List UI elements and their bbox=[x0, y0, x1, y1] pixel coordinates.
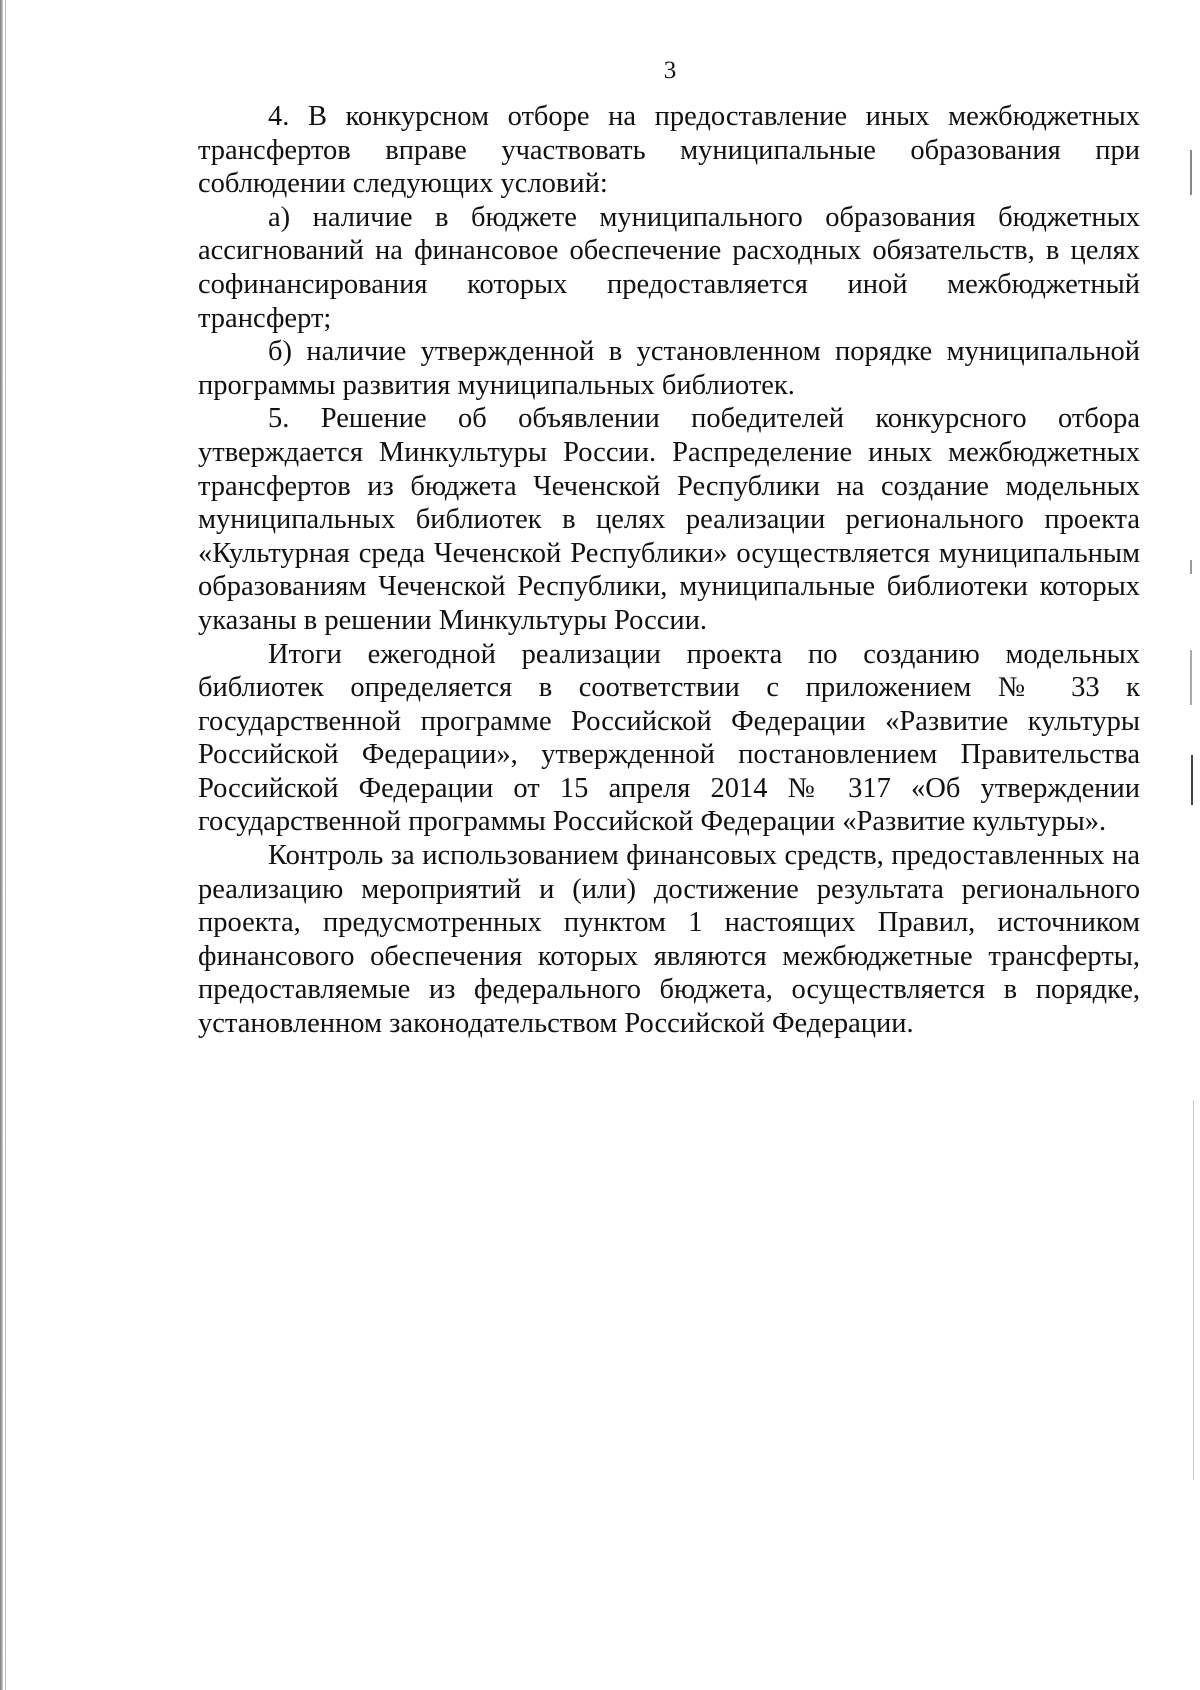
document-body bbox=[198, 100, 1140, 1041]
scan-edge-line bbox=[5, 0, 6, 1690]
scan-mark bbox=[1190, 150, 1192, 195]
paragraph-4-intro: 4. В конкурсном отборе на предоставление иных межбюджетных трансфертов вправе участвовать муниципальные образования при соблюдении следующих условий: bbox=[198, 101, 1140, 200]
scan-mark bbox=[1190, 560, 1192, 574]
paragraph-control: Контроль за использованием финансовых средств, предоставленных на реализацию мероприятий и (или) достижение результата регионального проекта, предусмотренных пунктом 1 настоящих Правил, источником финансового обеспечения которых являются межбюджетные трансферты, предоставляемые из федерального бюджета, осуществляется в порядке, установленном законодательством Российской Федерации. bbox=[198, 840, 1140, 1040]
paragraph-5-decision: 5. Решение об объявлении победителей конкурсного отбора утверждается Минкультуры России. Распределение иных межбюджетных трансфертов из бюджета Чеченской Республики на создание модельных муниципальных библиотек в целях реализации регионального проекта «Культурная среда Чеченской Республики» осуществляется муниципальным образованиям Чеченской Республики, муниципальные библиотеки которых указаны в решении Минкультуры России. bbox=[198, 403, 1140, 636]
paragraph-condition-b: б) наличие утвержденной в установленном порядке муниципальной программы развития муниципальных библиотек. bbox=[198, 336, 1140, 401]
paragraph-condition-a: а) наличие в бюджете муниципального образования бюджетных ассигнований на финансовое обеспечение расходных обязательств, в целях софинансирования которых предоставляется иной межбюджетный трансферт; bbox=[198, 201, 1140, 334]
scan-mark bbox=[1190, 650, 1192, 705]
scan-mark bbox=[1193, 1100, 1194, 1480]
paragraph-results: Итоги ежегодной реализации проекта по созданию модельных библиотек определяется в соответствии с приложением № 33 к государственной программе Российской Федерации «Развитие культуры Российской Федерации», утвержденной постановлением Правительства Российской Федерации от 15 апреля 2014 № 317 «Об утверждении государственной программы Российской Федерации «Развитие культуры». bbox=[198, 638, 1140, 838]
scan-mark bbox=[1191, 755, 1193, 805]
page-number: 3 bbox=[663, 57, 677, 84]
scan-edge-left bbox=[0, 0, 3, 1690]
